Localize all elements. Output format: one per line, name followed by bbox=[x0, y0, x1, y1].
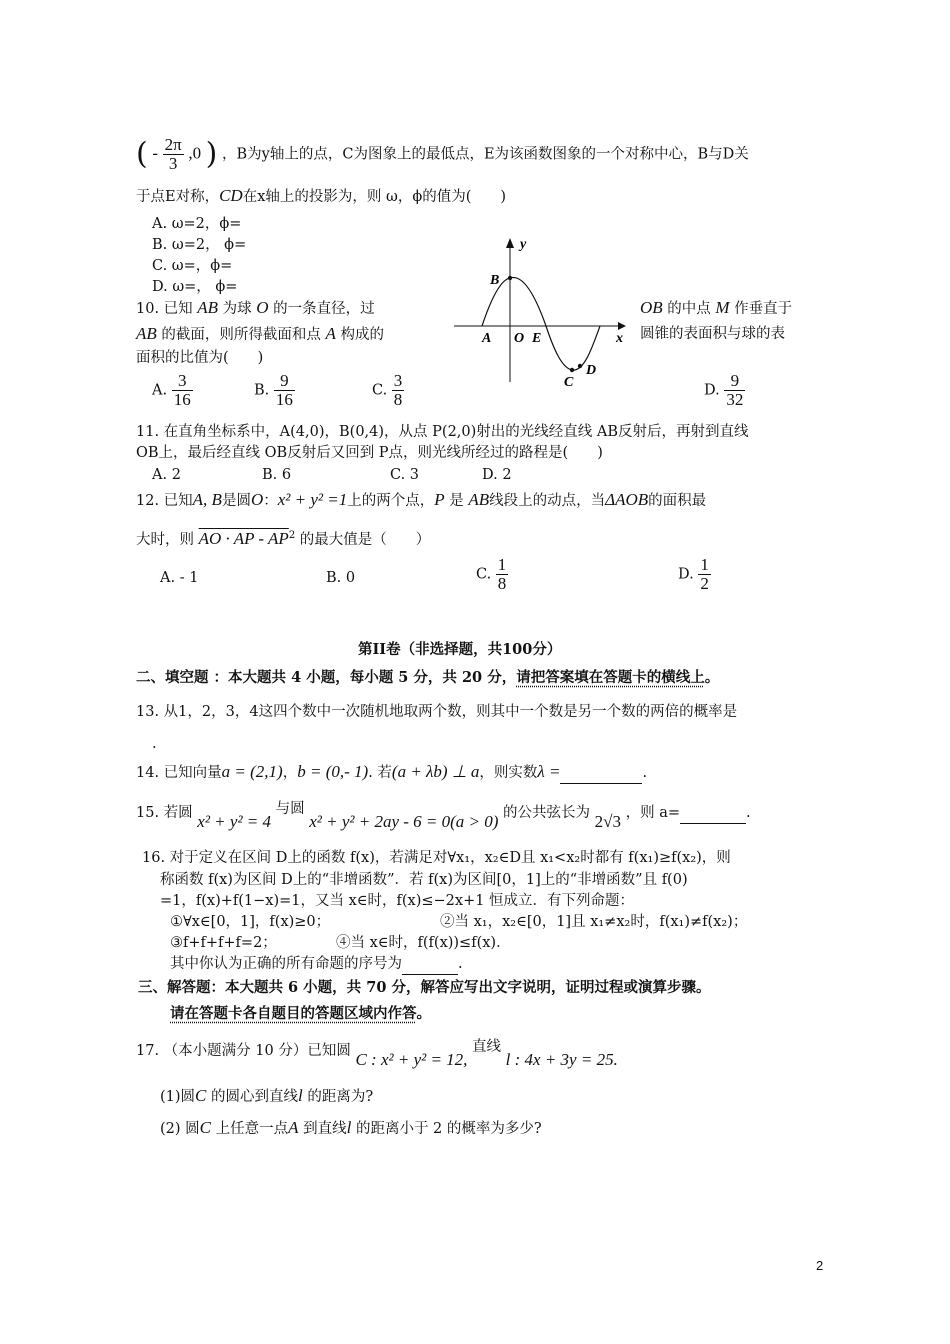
q11-option-b: B. 6 bbox=[262, 467, 292, 483]
q11-line2: OB上，最后经直线 OB反射后又回到 P点，则光线所经过的路程是( ) bbox=[136, 445, 603, 461]
q10-line2-right: 圆锥的表面积与球的表 bbox=[640, 326, 785, 342]
q9-line1: ( - $\frac{2\pi}{3}$ ,0 ) ，B为y轴上的点，C为图象上的最低点，E为该函数图象的一个对称中心，B与D关 bbox=[136, 135, 749, 173]
q12-line2: 大时，则 AO · AP - $AP^2$ 的最大值是（ ） bbox=[136, 528, 431, 548]
graph-label-d: D bbox=[586, 363, 597, 378]
q12-option-d: D. $\frac{1}{2}$ bbox=[678, 555, 709, 593]
q9-option-c: C. ω=，ϕ= bbox=[152, 258, 233, 274]
q11-option-c: C. 3 bbox=[390, 467, 420, 483]
graph-label-o: O bbox=[514, 331, 525, 346]
q10-option-c: C. $\frac{3}{8}$ bbox=[372, 371, 403, 409]
graph-label-y: y bbox=[520, 237, 527, 252]
q10-line3: 面积的比值为( ) bbox=[136, 350, 264, 366]
function-graph bbox=[450, 232, 630, 392]
q9-line2: 于点E对称，CD在x轴上的投影为，则 ω，ϕ的值为( ) bbox=[136, 186, 507, 205]
q17-line: 17. （本小题满分 10 分）已知圆 C : x² + y² = 12, 直线 l : 4x + 3y = 25. bbox=[136, 1039, 618, 1069]
q9-option-a: A. ω=2，ϕ= bbox=[152, 216, 242, 232]
q11-option-a: A. 2 bbox=[152, 467, 181, 483]
section3-note: 请在答题卡各自题目的答题区域内作答。 bbox=[170, 1005, 431, 1022]
graph-label-c: C bbox=[564, 375, 574, 390]
q10-option-b: B. $\frac{9}{16}$ bbox=[254, 371, 293, 409]
q13-line1: 13. 从1，2，3，4这四个数中一次随机地取两个数，则其中一个数是另一个数的两倍的概率是 bbox=[136, 704, 738, 720]
q10-line1-left: 10. 已知 AB 为球 O 的一条直径，过 bbox=[136, 298, 375, 317]
q9-option-b: B. ω=2， ϕ= bbox=[152, 237, 247, 253]
q16-answer-blank bbox=[402, 954, 458, 975]
q16-line2: 称函数 f(x)为区间 D上的“非增函数”．若 f(x)为区间[0，1]上的“非增函数”且 f(0) bbox=[160, 872, 688, 888]
graph-label-b: B bbox=[490, 273, 500, 288]
q10-option-a: A. $\frac{3}{16}$ bbox=[152, 371, 191, 409]
q16-line1: 16. 对于定义在区间 D上的函数 f(x)，若满足对∀x₁，x₂∈D且 x₁<x₂时都有 f(x₁)≥f(x₂)，则 bbox=[142, 850, 731, 866]
q13-line2: . bbox=[152, 736, 157, 752]
q11-option-d: D. 2 bbox=[482, 467, 512, 483]
q14-line: 14. 已知向量a = (2,1)，b = (0,- 1). 若(a + λb) ⊥ a，则实数λ = . bbox=[136, 762, 647, 784]
q12-option-a: A. - 1 bbox=[160, 570, 199, 586]
q10-option-d: D. $\frac{9}{32}$ bbox=[704, 371, 744, 409]
q16-prop3: ③f+f+f+f=2； bbox=[170, 935, 277, 951]
q11-line1: 11. 在直角坐标系中，A(4,0)，B(0,4)，从点 P(2,0)射出的光线经直线 AB反射后，再射到直线 bbox=[136, 424, 749, 440]
q16-prop1: ①∀x∈[0，1]，f(x)≥0； bbox=[170, 914, 331, 930]
q15-answer-blank bbox=[680, 803, 746, 824]
q12-option-b: B. 0 bbox=[326, 570, 356, 586]
q17-part2: (2) 圆C 上任意一点A 到直线l 的距离小于 2 的概率为多少? bbox=[160, 1118, 542, 1137]
q9-fraction: $\frac{2\pi}{3}$ bbox=[164, 135, 182, 173]
graph-label-x: x bbox=[616, 331, 623, 346]
q14-answer-blank bbox=[560, 763, 642, 784]
q16-prop4: ④当 x∈时，f(f(x))≤f(x)． bbox=[336, 935, 511, 951]
q10-line1-right: OB 的中点 M 作垂直于 bbox=[640, 298, 793, 317]
q12-option-c: C. $\frac{1}{8}$ bbox=[476, 555, 507, 593]
q9-option-d: D. ω=， ϕ= bbox=[152, 279, 238, 295]
section2-heading: 二、填空题 ：本大题共 4 小题，每小题 5 分，共 20 分，请把答案填在答题卡的横线上。 bbox=[136, 669, 720, 686]
section3-heading: 三、解答题：本大题共 6 小题，共 70 分，解答应写出文字说明，证明过程或演算步骤。 bbox=[138, 979, 711, 996]
graph-label-e: E bbox=[532, 331, 542, 346]
q16-line6: 其中你认为正确的所有命题的序号为 . bbox=[170, 954, 463, 975]
part2-title: 第II卷（非选择题，共100分） bbox=[358, 641, 562, 658]
q16-prop2: ②当 x₁，x₂∈[0，1]且 x₁≠x₂时，f(x₁)≠f(x₂)； bbox=[440, 914, 748, 930]
page-number: 2 bbox=[816, 1258, 824, 1273]
q17-part1: (1)圆C 的圆心到直线l 的距离为? bbox=[160, 1086, 374, 1105]
graph-label-a: A bbox=[482, 331, 492, 346]
q15-line: 15. 若圆 x² + y² = 4 与圆 x² + y² + 2ay - 6 = 0(a > 0) 的公共弦长为 2√3 ，则 a= . bbox=[136, 801, 751, 831]
q12-line1: 12. 已知A, B是圆O：x² + y² =1上的两个点，P 是 AB线段上的动点，当ΔAOB的面积最 bbox=[136, 490, 707, 509]
q10-line2-left: AB 的截面，则所得截面和点 A 构成的 bbox=[136, 324, 384, 343]
q16-line3: =1，f(x)+f(1−x)=1，又当 x∈时，f(x)≤−2x+1 恒成立．有下列命题： bbox=[160, 893, 635, 909]
